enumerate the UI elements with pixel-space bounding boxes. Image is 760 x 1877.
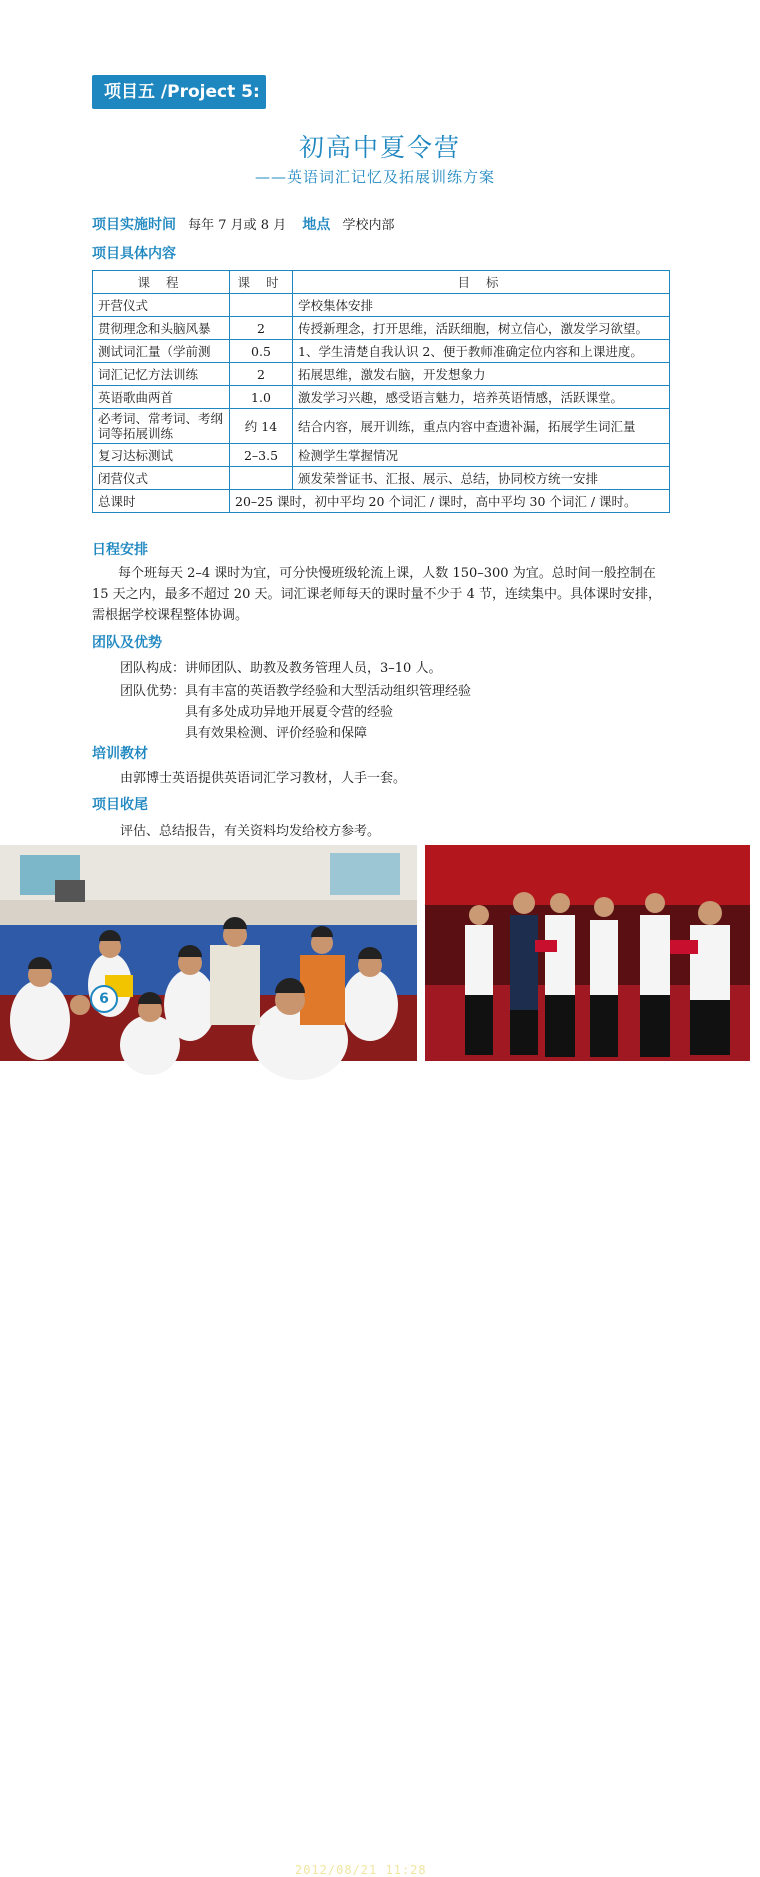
cell-course: 测试词汇量（学前测 bbox=[93, 340, 230, 363]
header-course: 课 程 bbox=[93, 271, 230, 294]
table-header-row bbox=[93, 271, 670, 294]
ceremony-photo bbox=[295, 845, 750, 1877]
total-label: 总课时 bbox=[93, 490, 230, 513]
materials-heading: 培训教材 bbox=[92, 746, 148, 762]
cell-course: 闭营仪式 bbox=[93, 467, 230, 490]
page-title: 初高中夏令营 bbox=[298, 133, 461, 162]
materials-text: 由郭博士英语提供英语词汇学习教材，人手一套。 bbox=[120, 771, 407, 786]
header-hours: 课 时 bbox=[230, 271, 293, 294]
cell-goal: 激发学习兴趣，感受语言魅力，培养英语情感，活跃课堂。 bbox=[293, 386, 670, 409]
content-heading: 项目具体内容 bbox=[92, 246, 176, 262]
time-value: 每年 7 月或 8 月 bbox=[188, 218, 287, 233]
cell-hours: 约 14 bbox=[230, 409, 293, 444]
schedule-heading: 日程安排 bbox=[92, 542, 148, 558]
table-row bbox=[93, 340, 670, 363]
schedule-text: 每个班每天 2–4 课时为宜，可分快慢班级轮流上课，人数 150–300 为宜。总时间一般控制在 15 天之内，最多不超过 20 天。词汇课老师每天的课时量不少于 4 节，连续集中。具体课时安排，需根据学校课程整体协调。 bbox=[92, 566, 662, 623]
place-value: 学校内部 bbox=[342, 218, 395, 233]
time-label: 项目实施时间 bbox=[92, 217, 176, 233]
page-number: 6 bbox=[90, 985, 118, 1013]
classroom-photo bbox=[0, 845, 417, 1061]
cell-course: 英语歌曲两首 bbox=[93, 386, 230, 409]
table-row bbox=[93, 317, 670, 340]
cell-goal: 颁发荣誉证书、汇报、展示、总结，协同校方统一安排 bbox=[293, 467, 670, 490]
table-row bbox=[93, 444, 670, 467]
cell-goal: 结合内容，展开训练，重点内容中查遗补漏，拓展学生词汇量 bbox=[293, 409, 670, 444]
cell-hours: 2–3.5 bbox=[230, 444, 293, 467]
cell-course: 开营仪式 bbox=[93, 294, 230, 317]
classroom-photo-art bbox=[0, 845, 417, 1061]
table-row bbox=[93, 409, 670, 444]
team-advantage-3: 具有效果检测、评价经验和保障 bbox=[185, 726, 368, 741]
table-row bbox=[93, 386, 670, 409]
team-advantage-2: 具有多处成功异地开展夏令营的经验 bbox=[185, 705, 394, 720]
project-info bbox=[92, 214, 407, 234]
table-row bbox=[93, 294, 670, 317]
team-advantage: 团队优势：具有丰富的英语教学经验和大型活动组织管理经验 bbox=[120, 684, 472, 699]
total-value: 20–25 课时，初中平均 20 个词汇 / 课时，高中平均 30 个词汇 / 课时。 bbox=[230, 490, 670, 513]
cell-course: 贯彻理念和头脑风暴 bbox=[93, 317, 230, 340]
table-row bbox=[93, 363, 670, 386]
cell-course: 复习达标测试 bbox=[93, 444, 230, 467]
cell-course: 词汇记忆方法训练 bbox=[93, 363, 230, 386]
team-composition: 团队构成：讲师团队、助教及教务管理人员，3–10 人。 bbox=[120, 661, 442, 676]
project-tag: 项目五 /Project 5: bbox=[92, 75, 266, 109]
closing-heading: 项目收尾 bbox=[92, 797, 148, 813]
place-label: 地点 bbox=[302, 217, 331, 233]
cell-hours: 2 bbox=[230, 317, 293, 340]
header-goal: 目 标 bbox=[293, 271, 670, 294]
cell-goal: 拓展思维，激发右脑，开发想象力 bbox=[293, 363, 670, 386]
cell-hours: 2 bbox=[230, 363, 293, 386]
course-table bbox=[92, 270, 670, 513]
cell-goal: 检测学生掌握情况 bbox=[293, 444, 670, 467]
cell-course: 必考词、常考词、考纲词等拓展训练 bbox=[93, 409, 230, 444]
table-row bbox=[93, 467, 670, 490]
cell-goal: 传授新理念，打开思维，活跃细胞，树立信心，激发学习欲望。 bbox=[293, 317, 670, 340]
cell-goal: 学校集体安排 bbox=[293, 294, 670, 317]
ceremony-photo-art bbox=[425, 845, 750, 1061]
table-total-row bbox=[93, 490, 670, 513]
closing-text: 评估、总结报告，有关资料均发给校方参考。 bbox=[120, 824, 381, 839]
cell-hours bbox=[230, 467, 293, 490]
photo-timestamp: 2012/08/21 11:28 bbox=[295, 1863, 427, 1877]
cell-hours: 1.0 bbox=[230, 386, 293, 409]
cell-hours: 0.5 bbox=[230, 340, 293, 363]
cell-goal: 1、学生清楚自我认识 2、便于教师准确定位内容和上课进度。 bbox=[293, 340, 670, 363]
page-subtitle: ——英语词汇记忆及拓展训练方案 bbox=[255, 168, 496, 186]
team-heading: 团队及优势 bbox=[92, 635, 162, 651]
cell-hours bbox=[230, 294, 293, 317]
